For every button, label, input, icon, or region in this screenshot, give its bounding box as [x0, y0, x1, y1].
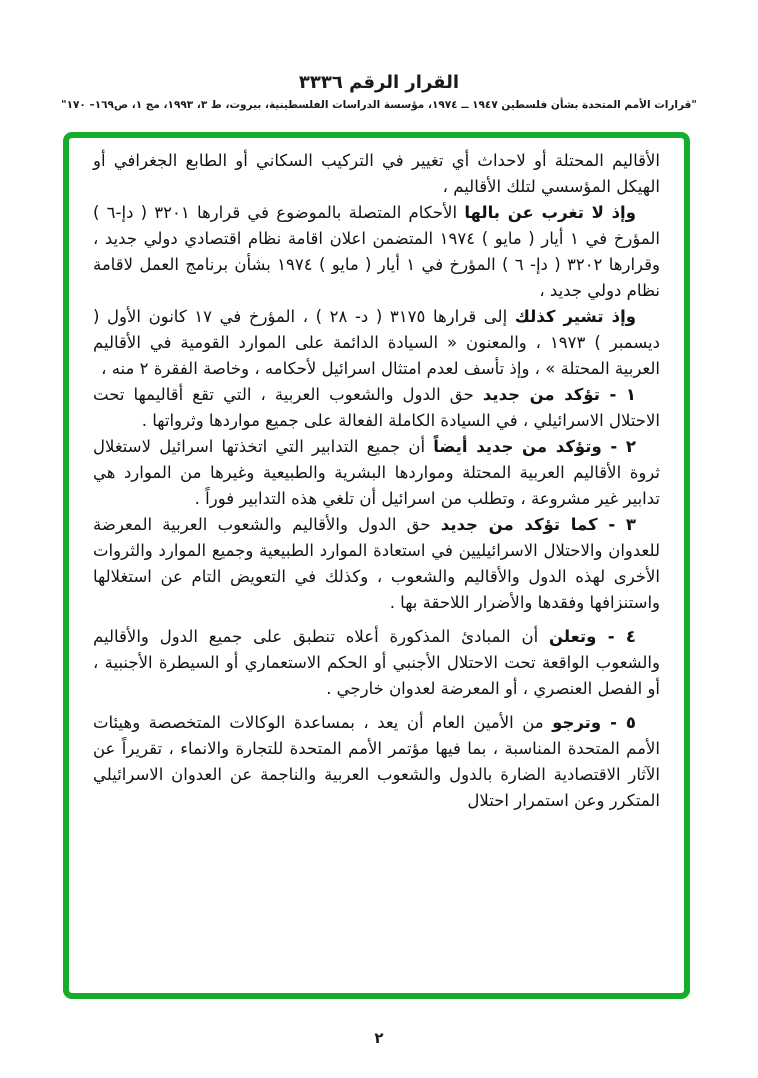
- paragraph: [93, 148, 660, 200]
- document-text: [93, 148, 660, 814]
- bold-text-segment: ٢ - وتؤكد من جديد أيضاً: [433, 437, 636, 456]
- page-number: ٢: [374, 1029, 384, 1047]
- paragraph: [93, 624, 660, 702]
- citation-line: "قرارات الأمم المتحدة بشأن فلسطين ١٩٤٧ ــ ١٩٧٤، مؤسسة الدراسات الفلسطينية، بيروت، ط ٣، ١٩٩٣، مج ١، ص١٦٩– ١٧٠": [61, 99, 697, 111]
- page-title: القرار الرقم ٣٣٣٦: [298, 72, 460, 93]
- paragraph: [93, 382, 660, 434]
- bold-text-segment: ٥ - وترجو: [552, 713, 636, 732]
- text-segment: إلى قرارها ٣١٧٥ ( د- ٢٨ ) ، المؤرخ في ١٧ كانون الأول ( ديسمبر ) ١٩٧٣ ، والمعنون « السيادة الدائمة على الموارد القومية في الأقاليم العربية المحتلة » ، وإذ تأسف لعدم امتثال اسرائيل لأحكامه ، وخاصة الفقرة ٢ منه ،: [93, 307, 660, 378]
- text-segment: حق الدول والأقاليم والشعوب العربية المعرضة للعدوان والاحتلال الاسرائيليين في استعادة الموارد الطبيعية وجميع الموارد والثروات الأخرى لهذه الدول والأقاليم والشعوب ، وكذلك في التعويض التام عن استغلالها واستنزافها وفقدها والأضرار اللاحقة بها .: [93, 515, 660, 612]
- green-border-box: [63, 132, 690, 999]
- bold-text-segment: ٤ - وتعلن: [549, 627, 636, 646]
- bold-text-segment: ٣ - كما تؤكد من جديد: [440, 515, 636, 534]
- bold-text-segment: وإذ لا تغرب عن بالها: [464, 203, 636, 222]
- paragraph: [93, 434, 660, 512]
- text-segment: من الأمين العام أن يعد ، بمساعدة الوكالات المتخصصة وهيئات الأمم المتحدة المناسبة ، بما فيها مؤتمر الأمم المتحدة للتجارة والانماء ، تقريراً عن الآثار الاقتصادية الضارة بالدول والشعوب العربية والناجمة عن العدوان الاسرائيلي المتكرر وعن استمرار احتلال: [93, 713, 660, 810]
- paragraph: [93, 200, 660, 304]
- text-segment: الأحكام المتصلة بالموضوع في قرارها ٣٢٠١ ( دإ-٦ ) المؤرخ في ١ أيار ( مايو ) ١٩٧٤ المتضمن اعلان اقامة نظام اقتصادي دولي جديد ، وقرارها ٣٢٠٢ ( دإ- ٦ ) المؤرخ في ١ أيار ( مايو ) ١٩٧٤ بشأن برنامج العمل لاقامة نظام دولي جديد ،: [93, 203, 660, 300]
- text-segment: حق الدول والشعوب العربية ، التي تقع أقاليمها تحت الاحتلال الاسرائيلي ، في السيادة الكاملة الفعالة على جميع مواردها وثرواتها .: [93, 385, 660, 430]
- paragraph: [93, 512, 660, 616]
- bold-text-segment: ١ - تؤكد من جديد: [482, 385, 636, 404]
- text-segment: أن جميع التدابير التي اتخذتها اسرائيل لاستغلال ثروة الأقاليم العربية المحتلة ومواردها البشرية والطبيعية وغيرها من الموارد هي تدابير غير مشروعة ، وتطلب من اسرائيل أن تلغي هذه التدابير فوراً .: [93, 437, 660, 508]
- text-segment: الأقاليم المحتلة أو لاحداث أي تغيير في التركيب السكاني أو الطابع الجغرافي أو الهيكل المؤسسي لتلك الأقاليم ،: [93, 151, 660, 196]
- text-segment: أن المبادئ المذكورة أعلاه تنطبق على جميع الدول والأقاليم والشعوب الواقعة تحت الاحتلال الأجنبي أو الحكم الاستعماري أو السيطرة الأجنبية ، أو الفصل العنصري ، أو المعرضة لعدوان خارجي .: [93, 627, 660, 698]
- paragraph: [93, 304, 660, 382]
- bold-text-segment: وإذ تشير كذلك: [514, 307, 636, 326]
- paragraph: [93, 710, 660, 814]
